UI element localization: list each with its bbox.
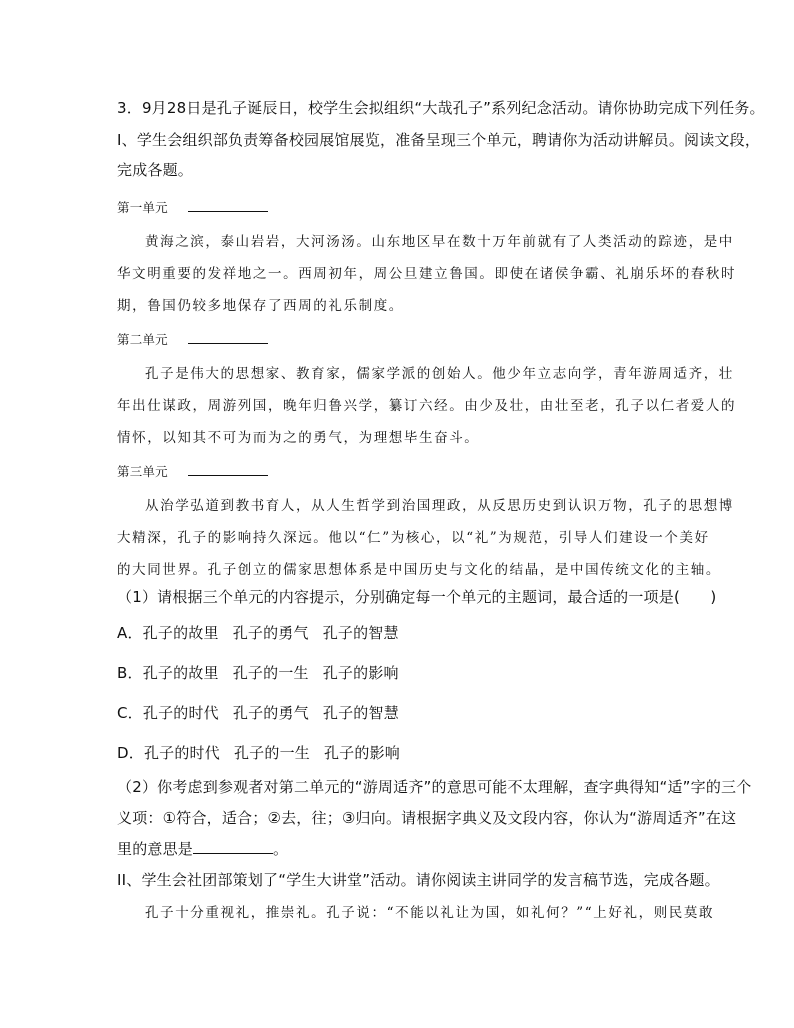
unit3-text-line3: 的大同世界。孔子创立的儒家思想体系是中国历史与文化的结晶，是中国传统文化的主轴。 — [117, 562, 721, 578]
option-c-item3: 孔子的智慧 — [322, 704, 399, 722]
sub2-line3-prefix: 里的意思是 — [117, 840, 194, 858]
option-c-letter: C． — [117, 704, 143, 722]
option-b-letter: B． — [117, 664, 143, 682]
unit1-text-line1: 黄海之滨，泰山岩岩，大河汤汤。山东地区早在数十万年前就有了人类活动的踪迹，是中 — [145, 234, 734, 250]
part2-intro: II、学生会社团部策划了“学生大讲堂”活动。请你阅读主讲同学的发言稿节选，完成各题。 — [117, 871, 720, 889]
unit2-text-line3: 情怀，以知其不可为而为之的勇气，为理想毕生奋斗。 — [117, 430, 480, 446]
sub2-line3 — [117, 839, 288, 859]
unit3-text-line1: 从治学弘道到教书育人，从人生哲学到治国理政，从反思历史到认识万物，孔子的思想博 — [145, 498, 734, 514]
unit1-blank[interactable] — [188, 211, 268, 212]
sub2-line2: 义项：①符合，适合；②去，往；③归向。请根据字典义及文段内容，你认为“游周适齐”在这 — [117, 809, 737, 827]
option-d[interactable] — [117, 743, 400, 763]
sub1-stem: （1）请根据三个单元的内容提示，分别确定每一个单元的主题词，最合适的一项是( ) — [117, 588, 717, 606]
option-a-item1: 孔子的故里 — [142, 624, 219, 642]
unit2-text-line1: 孔子是伟大的思想家、教育家，儒家学派的创始人。他少年立志向学，青年游周适齐，壮 — [145, 366, 734, 382]
unit2-blank[interactable] — [188, 343, 268, 344]
option-c-item2: 孔子的勇气 — [232, 704, 309, 722]
sub2-answer-blank[interactable] — [193, 839, 273, 854]
sub2-line1: （2）你考虑到参观者对第二单元的“游周适齐”的意思可能不太理解，查字典得知“适”字的三个 — [117, 778, 752, 796]
option-c[interactable] — [117, 703, 399, 723]
unit2-text-line2: 年出仕谋政，周游列国，晚年归鲁兴学，纂订六经。由少及壮，由壮至老，孔子以仁者爱人的 — [117, 398, 737, 414]
option-d-item3: 孔子的影响 — [323, 744, 400, 762]
unit1-label: 第一单元 — [117, 200, 168, 215]
unit2-label: 第二单元 — [117, 332, 168, 347]
option-d-item2: 孔子的一生 — [233, 744, 310, 762]
option-a-item2: 孔子的勇气 — [232, 624, 309, 642]
option-b-item1: 孔子的故里 — [142, 664, 219, 682]
option-a-letter: A． — [117, 624, 143, 642]
unit3-label: 第三单元 — [117, 464, 168, 479]
option-a[interactable] — [117, 623, 399, 643]
option-b[interactable] — [117, 663, 399, 683]
option-b-item2: 孔子的一生 — [232, 664, 309, 682]
option-d-letter: D． — [117, 744, 144, 762]
sub2-line3-suffix: 。 — [273, 840, 289, 858]
unit1-text-line2: 华文明重要的发祥地之一。西周初年，周公旦建立鲁国。即使在诸侯争霸、礼崩乐坏的春秋时 — [117, 266, 737, 282]
option-a-item3: 孔子的智慧 — [322, 624, 399, 642]
part1-intro-line1: I、学生会组织部负责筹备校园展馆展览，准备呈现三个单元，聘请你为活动讲解员。阅读文段， — [117, 131, 761, 149]
part2-excerpt: 孔子十分重视礼，推崇礼。孔子说：“不能以礼让为国，如礼何？”“上好礼，则民莫敢 — [145, 905, 715, 921]
unit3-text-line2: 大精深，孔子的影响持久深远。他以“仁”为核心，以“礼”为规范，引导人们建设一个美好 — [117, 530, 710, 546]
part1-intro-line2: 完成各题。 — [117, 161, 194, 179]
option-b-item3: 孔子的影响 — [322, 664, 399, 682]
question-header: 3．9月28日是孔子诞辰日，校学生会拟组织“大哉孔子”系列纪念活动。请你协助完成下列任务。 — [117, 99, 765, 117]
option-d-item1: 孔子的时代 — [143, 744, 220, 762]
unit1-text-line3: 期，鲁国仍较多地保存了西周的礼乐制度。 — [117, 298, 404, 314]
option-c-item1: 孔子的时代 — [142, 704, 219, 722]
unit3-blank[interactable] — [188, 475, 268, 476]
